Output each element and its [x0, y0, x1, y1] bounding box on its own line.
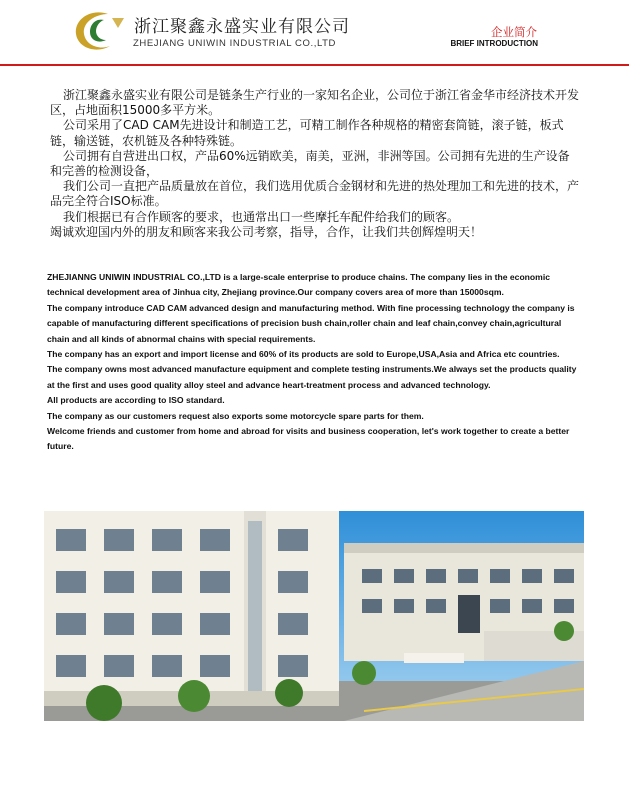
intro-en	[47, 270, 585, 455]
factory-photo	[44, 511, 584, 721]
company-name-cn: 浙江聚鑫永盛实业有限公司	[134, 17, 350, 37]
intro-en-paragraph: The company owns most advanced manufacture equipment and complete testing instruments.We always set the products quality at the first and uses good quality alloy steel and advance heart-treatment process and advanced technology.	[47, 364, 577, 390]
intro-en-paragraph: ZHEJIANNG UNIWIN INDUSTRIAL CO.,LTD is a large-scale enterprise to produce chains. The company lies in the economic technical development area of Jinhua city, Zhejiang province.Our company covers area of more than 15000sqm.	[47, 272, 550, 298]
section-title-cn: 企业简介	[491, 25, 537, 39]
intro-en-paragraph: The company introduce CAD CAM advanced design and manufacturing method. With fine processing technology the company is capable of manufacturing different specifications of precision bush chain,roller chain and leaf chain,convey chain,agricultural chain and all kinds of abnormal chains with special requirements.	[47, 302, 575, 344]
company-logo-icon	[70, 6, 130, 56]
intro-cn-paragraph: 我们根据已有合作顾客的要求，也通常出口一些摩托车配件给我们的顾客。	[63, 209, 460, 224]
intro-cn-paragraph: 公司拥有自营进出口权，产品60%远销欧美，南美，亚洲，非洲等国。公司拥有先进的生产设备和完善的检测设备，	[50, 148, 570, 179]
section-title-en: BRIEF INTRODUCTION	[450, 39, 538, 48]
intro-cn-paragraph: 我们公司一直把产品质量放在首位，我们选用优质合金钢材和先进的热处理加工和先进的技术，产品完全符合ISO标准。	[50, 179, 580, 209]
intro-en-paragraph: All products are according to ISO standard.	[47, 395, 225, 406]
intro-cn-paragraph: 竭诚欢迎国内外的朋友和顾客来我公司考察，指导，合作，让我们共创辉煌明天！	[50, 224, 483, 239]
intro-en-paragraph: The company has an export and import license and 60% of its products are sold to Europe,USA,Asia and Africa etc countries.	[47, 349, 560, 360]
header-divider	[0, 64, 629, 66]
intro-en-paragraph: The company as our customers request also exports some motorcycle spare parts for them.	[47, 410, 424, 421]
intro-cn	[50, 88, 580, 240]
intro-cn-paragraph: 浙江聚鑫永盛实业有限公司是链条生产行业的一家知名企业，公司位于浙江省金华市经济技术开发区，占地面积15000多平方米。	[50, 88, 580, 118]
page-header	[0, 0, 629, 66]
intro-cn-paragraph: 公司采用了CAD CAM先进设计和制造工艺，可精工制作各种规格的精密套筒链，滚子链，板式链，输送链，农机链及各种特殊链。	[50, 118, 564, 148]
intro-en-paragraph: Welcome friends and customer from home and abroad for visits and business cooperation, let's work together to create a better future.	[47, 426, 570, 452]
company-name-en: ZHEJIANG UNIWIN INDUSTRIAL CO.,LTD	[133, 38, 337, 49]
